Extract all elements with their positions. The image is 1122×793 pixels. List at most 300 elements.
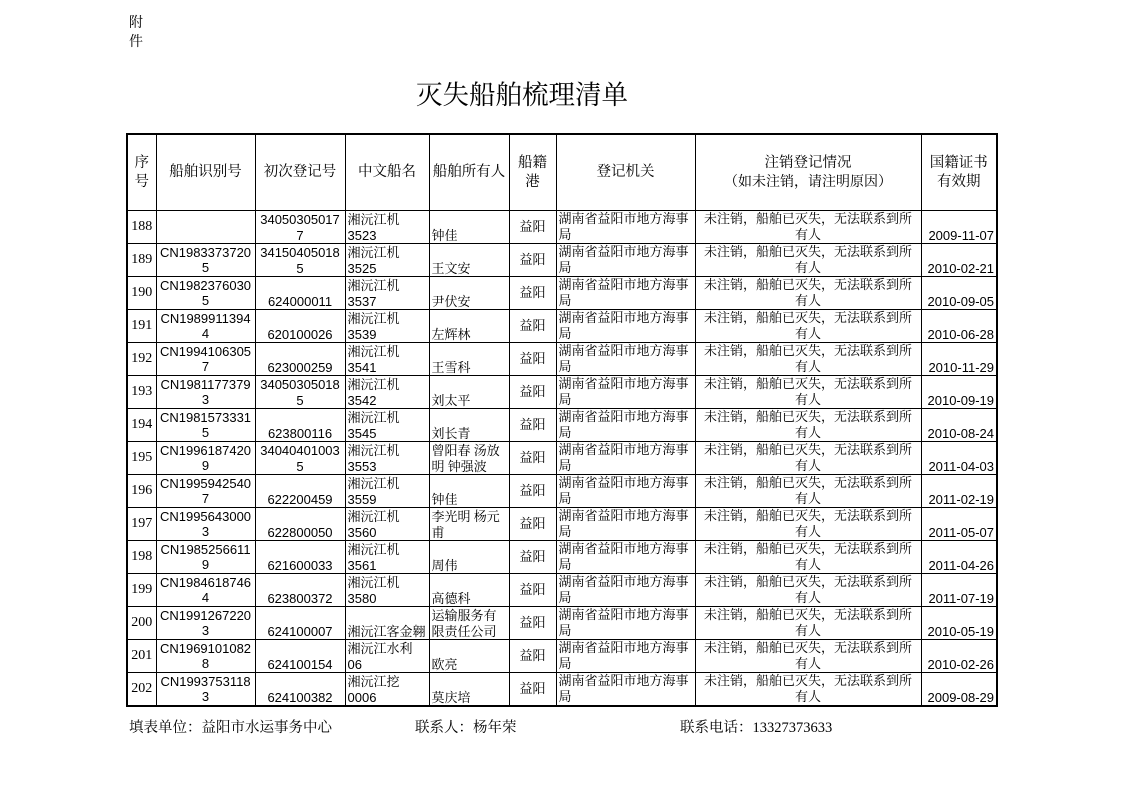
cell-authority [556,541,695,574]
cell-seq [127,475,156,508]
cell-text: 益阳 [519,450,546,466]
cell-port [509,508,556,541]
cell-text: 196 [131,483,153,499]
cell-text: 未注销，船舶已灭失，无法联系到所 [703,277,912,292]
cell-cancel [695,508,921,541]
cell-validity [921,211,997,244]
cell-ship-name [345,376,429,409]
table-row [127,310,997,343]
cell-ship-name [345,310,429,343]
cell-text: CN1995942540 [159,475,252,491]
cell-validity [921,475,997,508]
attachment-label-char: 件 [129,35,143,50]
cell-text: 622800050 [267,524,333,540]
cell-text: 未注销，船舶已灭失，无法联系到所 [703,376,912,391]
table-row [127,673,997,707]
table-header-row [127,134,997,211]
cell-ship-id [156,211,255,244]
cell-initial-reg [255,409,345,442]
cell-validity [921,343,997,376]
cell-text: 局 [558,457,572,473]
cell-text: 34040401003 [260,443,340,458]
header-text: 号 [134,173,149,190]
cell-ship-name [345,211,429,244]
cell-initial-reg [255,607,345,640]
cell-ship-id [156,442,255,475]
cell-cancel [695,343,921,376]
cell-seq [127,244,156,277]
cell-text: 有人 [794,259,821,275]
cell-ship-id [156,277,255,310]
cell-text: CN1991267220 [159,607,252,623]
cell-text: CN1982376030 [159,277,252,293]
header-validity [921,134,997,211]
cell-text: 湖南省益阳市地方海事 [558,607,689,622]
cell-validity [921,541,997,574]
cell-validity [921,607,997,640]
cell-text: 623800372 [267,590,333,606]
cell-text: 3 [201,392,210,407]
cell-cancel [695,607,921,640]
cell-text: 湖南省益阳市地方海事 [558,508,689,523]
cell-text: 益阳 [519,582,546,598]
cell-text: 197 [131,516,153,532]
header-text: 有效期 [937,173,981,190]
cell-text: 益阳 [519,417,546,433]
cell-validity [921,673,997,707]
cell-text: 周伟 [431,557,458,573]
cell-text: 王文安 [431,260,471,276]
cell-ship-name [345,508,429,541]
cell-text: 3542 [347,392,377,408]
cell-text: 624100382 [267,689,333,705]
cell-authority [556,673,695,707]
cell-text: 198 [131,549,153,565]
cell-text: 未注销，船舶已灭失，无法联系到所 [703,343,912,358]
cell-initial-reg [255,508,345,541]
header-ship-id [156,134,255,211]
cell-cancel [695,310,921,343]
cell-text: 欧亮 [431,656,458,672]
cell-text: 2009-11-07 [928,227,994,243]
cell-text: 局 [558,556,572,572]
cell-validity [921,508,997,541]
cell-owner [429,343,509,376]
cell-authority [556,607,695,640]
cell-text: 622200459 [267,491,333,507]
table-row [127,640,997,673]
header-text: 船籍 [518,154,547,171]
cell-ship-name [345,343,429,376]
cell-text: CN1985256611 [160,541,251,557]
header-text: 船舶所有人 [432,164,506,180]
cell-text: 湘沅江机 [347,542,400,557]
cell-text: 9 [201,458,210,473]
cell-port [509,541,556,574]
cell-text: 621600033 [267,557,333,573]
cell-ship-id [156,574,255,607]
cell-text: 湖南省益阳市地方海事 [558,673,689,688]
cell-port [509,442,556,475]
cell-text: 34050305018 [260,377,340,392]
cell-owner [429,244,509,277]
cell-initial-reg [255,574,345,607]
table-row [127,277,997,310]
cell-text: 左辉林 [431,326,471,342]
cell-text: 2011-04-03 [928,458,994,474]
cell-ship-id [156,343,255,376]
cell-cancel [695,541,921,574]
cell-text: 湘沅江机 [347,509,400,524]
cell-text: CN1984618746 [159,574,252,590]
cell-text: 3 [201,524,210,539]
cell-text: 有人 [794,655,821,671]
cell-initial-reg [255,673,345,707]
cell-text: 湖南省益阳市地方海事 [558,343,689,358]
cell-initial-reg [255,310,345,343]
cell-authority [556,376,695,409]
cell-text: 195 [131,450,153,466]
cell-text: 有人 [794,457,821,473]
cell-ship-name [345,244,429,277]
cell-text: 有人 [794,391,821,407]
cell-text: 有人 [794,358,821,374]
cell-text: CN1989911394 [160,310,251,326]
header-text: 注销登记情况 [764,154,852,171]
table-row [127,541,997,574]
cell-text: 623000259 [267,359,333,375]
cell-port [509,574,556,607]
cell-text: 2010-09-19 [927,392,994,408]
header-text: 中文船名 [358,164,416,180]
cell-text: CN1969101082 [159,640,252,656]
cell-ship-name [345,475,429,508]
cell-text: 湘沅江挖 [347,674,400,689]
cell-owner [429,376,509,409]
cell-text: 未注销，船舶已灭失，无法联系到所 [703,442,912,457]
cell-text: 2010-02-21 [927,260,994,276]
cell-text: 局 [558,589,572,605]
cell-text: 3537 [347,293,377,309]
cell-authority [556,508,695,541]
cell-text: 湘沅江机 [347,575,400,590]
cell-text: 益阳 [519,252,546,268]
cell-text: 3525 [347,260,377,276]
cell-port [509,376,556,409]
cell-ship-id [156,640,255,673]
cell-text: 益阳 [519,351,546,367]
cell-text: 未注销，船舶已灭失，无法联系到所 [703,244,912,259]
cell-text: 0006 [347,689,377,705]
cell-cancel [695,640,921,673]
header-text: 国籍证书 [929,154,988,171]
cell-text: 湘沅江机 [347,443,400,458]
cell-authority [556,211,695,244]
cell-text: 局 [558,391,572,407]
table-row [127,508,997,541]
table-row [127,442,997,475]
cell-text: 益阳 [519,219,546,235]
cell-text: 未注销，船舶已灭失，无法联系到所 [703,541,912,556]
cell-text: 4 [201,326,210,341]
cell-initial-reg [255,541,345,574]
cell-initial-reg [255,244,345,277]
cell-text: 06 [347,656,362,672]
cell-text: 有人 [794,556,821,572]
cell-text: 湖南省益阳市地方海事 [558,310,689,325]
cell-owner [429,640,509,673]
cell-text: 明 钟强波 [431,458,487,474]
cell-ship-id [156,409,255,442]
table-row [127,211,997,244]
header-text: 序 [134,154,149,171]
cell-text: 有人 [794,622,821,638]
cell-text: 湘沅江机 [347,245,400,260]
cell-text: 甫 [431,524,445,540]
cell-text: 7 [201,491,210,506]
cell-text: 益阳 [519,681,546,697]
cell-port [509,673,556,707]
cell-text: 193 [131,384,153,400]
cell-text: 未注销，船舶已灭失，无法联系到所 [703,310,912,325]
cell-cancel [695,442,921,475]
cell-text: 2010-05-19 [927,623,994,639]
cell-ship-id [156,475,255,508]
cell-owner [429,475,509,508]
cell-authority [556,343,695,376]
cell-text: 2009-08-29 [927,689,994,705]
cell-text: 湖南省益阳市地方海事 [558,376,689,391]
cell-text: 201 [131,648,153,664]
cell-text: 湘沅江机 [347,410,400,425]
cell-port [509,640,556,673]
cell-text: 200 [131,615,153,631]
cell-seq [127,343,156,376]
cell-initial-reg [255,277,345,310]
header-cancel [695,134,921,211]
cell-text: 局 [558,325,572,341]
cell-initial-reg [255,442,345,475]
cell-owner [429,574,509,607]
cell-text: 湖南省益阳市地方海事 [558,409,689,424]
cell-text: 2010-08-24 [927,425,994,441]
cell-text: 未注销，船舶已灭失，无法联系到所 [703,574,912,589]
cell-text: 曾阳春 汤放 [431,443,500,458]
cell-text: 湖南省益阳市地方海事 [558,541,689,556]
cell-validity [921,442,997,475]
cell-text: 局 [558,490,572,506]
cell-cancel [695,475,921,508]
cell-authority [556,640,695,673]
cell-text: 未注销，船舶已灭失，无法联系到所 [703,607,912,622]
cell-text: 8 [201,656,210,671]
cell-seq [127,310,156,343]
cell-text: 莫庆培 [431,689,471,705]
cell-ship-name [345,607,429,640]
cell-seq [127,673,156,707]
cell-ship-name [345,442,429,475]
attachment-label-char: 附 [129,16,143,31]
cell-text: 192 [131,351,153,367]
cell-port [509,244,556,277]
cell-ship-id [156,244,255,277]
cell-text: 189 [131,252,153,268]
header-ship-name [345,134,429,211]
cell-text: 湖南省益阳市地方海事 [558,640,689,655]
cell-text: 2011-04-26 [928,557,994,573]
header-text: 港 [525,173,540,190]
cell-text: 2010-11-29 [928,359,994,375]
cell-text: CN1981573331 [159,409,252,425]
cell-text: 钟佳 [431,491,458,507]
cell-owner [429,607,509,640]
cell-seq [127,409,156,442]
cell-text: 湘沅江机 [347,377,400,392]
cell-authority [556,277,695,310]
cell-text: 益阳 [519,384,546,400]
cell-text: 有人 [794,292,821,308]
cell-owner [429,211,509,244]
cell-text: 3560 [347,524,377,540]
cell-validity [921,409,997,442]
cell-text: 5 [201,260,210,275]
cell-text: 湘沅江机 [347,278,400,293]
cell-seq [127,541,156,574]
cell-owner [429,277,509,310]
cell-owner [429,409,509,442]
table-row [127,343,997,376]
cell-owner [429,508,509,541]
cell-seq [127,442,156,475]
cell-port [509,310,556,343]
cell-text: 湖南省益阳市地方海事 [558,442,689,457]
cell-ship-name [345,541,429,574]
cell-text: 湘沅江机 [347,476,400,491]
cell-text: 623800116 [267,425,333,441]
cell-text: 益阳 [519,549,546,565]
cell-text: 未注销，船舶已灭失，无法联系到所 [703,409,912,424]
cell-text: 4 [201,590,210,605]
cell-seq [127,211,156,244]
cell-text: 高德科 [431,590,471,606]
cell-authority [556,409,695,442]
cell-port [509,211,556,244]
cell-text: 5 [296,458,304,474]
cell-text: 3 [201,689,210,704]
cell-seq [127,508,156,541]
cell-initial-reg [255,343,345,376]
cell-text: CN1994106305 [159,343,252,359]
cell-validity [921,574,997,607]
cell-text: 刘长青 [431,425,471,441]
cell-text: 624100154 [267,656,333,672]
cell-text: 有人 [794,589,821,605]
cell-text: CN1983373720 [159,244,252,260]
cell-text: 湘沅江水利 [347,641,413,656]
cell-text: 9 [201,557,210,572]
cell-text: CN1996187420 [159,442,252,458]
header-authority [556,134,695,211]
table-row [127,607,997,640]
cell-port [509,475,556,508]
cell-text: 202 [131,681,153,697]
cell-text: 5 [296,392,304,408]
cell-text: 湘沅江机 [347,311,400,326]
cell-initial-reg [255,475,345,508]
cell-text: 188 [131,219,153,235]
header-seq [127,134,156,211]
cell-text: 190 [131,285,153,301]
cell-seq [127,607,156,640]
cell-text: 湘沅江客金翱 [347,623,426,639]
lost-ship-table [126,133,998,707]
cell-ship-name [345,277,429,310]
page-title: 灭失船舶梳理清单 [416,80,628,110]
cell-authority [556,310,695,343]
cell-text: 尹伏安 [431,293,471,309]
cell-text: 局 [558,226,572,242]
cell-ship-id [156,310,255,343]
cell-authority [556,475,695,508]
cell-ship-id [156,673,255,707]
cell-authority [556,244,695,277]
cell-text: 益阳 [519,483,546,499]
cell-cancel [695,211,921,244]
header-text: 船舶识别号 [169,164,242,180]
cell-text: 5 [296,260,304,276]
cell-port [509,607,556,640]
cell-text: 局 [558,259,572,275]
cell-seq [127,277,156,310]
cell-validity [921,244,997,277]
cell-ship-id [156,607,255,640]
header-owner [429,134,509,211]
cell-text: 益阳 [519,318,546,334]
cell-text: 湘沅江机 [347,344,400,359]
cell-ship-id [156,376,255,409]
cell-cancel [695,244,921,277]
cell-text: 局 [558,292,572,308]
cell-text: 未注销，船舶已灭失，无法联系到所 [703,475,912,490]
cell-text: 2010-06-28 [927,326,994,342]
cell-text: 3 [201,623,210,638]
cell-text: 2011-05-07 [928,524,994,540]
cell-text: 未注销，船舶已灭失，无法联系到所 [703,673,912,688]
footer-phone: 联系电话：13327373633 [680,720,833,736]
cell-text: 2011-07-19 [928,590,994,606]
cell-validity [921,640,997,673]
header-port [509,134,556,211]
cell-text: 2010-02-26 [927,656,994,672]
cell-text: 局 [558,655,572,671]
cell-text: 34050305017 [260,212,340,227]
header-text: （如未注销，请注明原因） [724,174,892,190]
cell-authority [556,442,695,475]
cell-cancel [695,574,921,607]
cell-owner [429,442,509,475]
cell-text: 李光明 杨元 [431,509,500,524]
cell-text: 3541 [347,359,377,375]
cell-text: 有人 [794,424,821,440]
cell-text: 3580 [347,590,377,606]
cell-text: 益阳 [519,516,546,532]
cell-text: 3553 [347,458,377,474]
cell-text: 局 [558,424,572,440]
cell-text: 湖南省益阳市地方海事 [558,475,689,490]
table-body [127,211,997,707]
cell-owner [429,310,509,343]
cell-text: 有人 [794,523,821,539]
